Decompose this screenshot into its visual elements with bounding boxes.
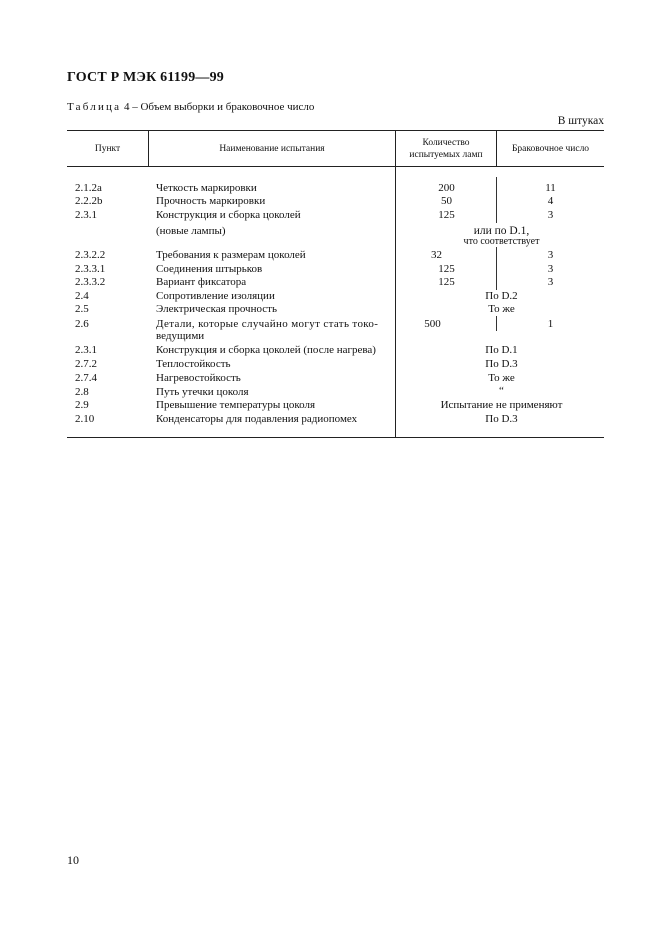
col-tick-1 bbox=[496, 177, 497, 223]
row-9-item: 2.5 bbox=[75, 303, 89, 315]
row-13-item: 2.7.4 bbox=[75, 372, 97, 384]
col-tick-3 bbox=[496, 316, 497, 331]
row-10-name-cont: ведущими bbox=[156, 330, 205, 342]
row-2-reject: 4 bbox=[547, 195, 554, 207]
page-number: 10 bbox=[67, 853, 79, 867]
row-6-name: Соединения штырьков bbox=[156, 263, 263, 275]
standard-title: ГОСТ Р МЭК 61199—99 bbox=[67, 70, 225, 85]
row-14-method: “ bbox=[499, 385, 504, 397]
sample-size-table bbox=[67, 130, 604, 438]
table-caption bbox=[67, 101, 314, 113]
header-qty-line1: Количество bbox=[422, 138, 470, 148]
header-item: Пункт bbox=[94, 144, 121, 154]
row-7-reject: 3 bbox=[547, 276, 554, 288]
row-14-item: 2.8 bbox=[75, 386, 89, 398]
row-5-reject: 3 bbox=[547, 249, 554, 261]
caption-number: 4 bbox=[123, 101, 130, 113]
row-4-note: или по D.1, bbox=[473, 225, 530, 237]
header-qty-line2: испытуемых ламп bbox=[409, 150, 483, 160]
col-tick-2 bbox=[496, 247, 497, 290]
row-1-item: 2.1.2a bbox=[75, 182, 102, 194]
row-6-item: 2.3.3.1 bbox=[75, 263, 106, 275]
row-11-name: Конструкция и сборка цоколей (после нагрева) bbox=[156, 344, 376, 356]
row-1-name: Четкость маркировки bbox=[156, 182, 257, 194]
row-13-name: Нагревостойкость bbox=[156, 372, 241, 384]
row-8-item: 2.4 bbox=[75, 290, 89, 302]
row-10-item: 2.6 bbox=[75, 318, 89, 330]
row-12-name: Теплостойкость bbox=[156, 358, 231, 370]
row-3-reject: 3 bbox=[547, 209, 554, 221]
caption-title: – Объем выборки и браковочное число bbox=[132, 101, 315, 113]
row-12-item: 2.7.2 bbox=[75, 358, 97, 370]
row-3-qty: 125 bbox=[438, 209, 455, 221]
row-15-method: Испытание не применяют bbox=[440, 399, 563, 411]
row-2-qty: 50 bbox=[441, 195, 452, 207]
row-9-method: То же bbox=[488, 303, 515, 315]
header-qty bbox=[396, 137, 496, 161]
row-10-name: Детали, которые случайно могут стать токо- bbox=[156, 318, 379, 330]
row-15-name: Превышение температуры цоколя bbox=[156, 399, 316, 411]
row-2-item: 2.2.2b bbox=[75, 195, 103, 207]
row-8-method: По D.2 bbox=[485, 290, 518, 302]
caption-label: Таблица bbox=[67, 101, 122, 113]
row-3-name: Конструкция и сборка цоколей bbox=[156, 209, 301, 221]
row-13-method: То же bbox=[488, 372, 515, 384]
row-8-name: Сопротивление изоляции bbox=[156, 290, 275, 302]
row-10-qty: 500 bbox=[424, 318, 441, 330]
row-14-name: Путь утечки цоколя bbox=[156, 386, 249, 398]
row-2-name: Прочность маркировки bbox=[156, 195, 266, 207]
header-name: Наименование испытания bbox=[219, 144, 325, 154]
row-11-item: 2.3.1 bbox=[75, 344, 97, 356]
row-6-qty: 125 bbox=[438, 263, 455, 275]
row-9-name: Электрическая прочность bbox=[156, 303, 277, 315]
row-5-qty: 32 bbox=[431, 249, 442, 261]
header-separator bbox=[67, 166, 604, 167]
row-16-method: По D.3 bbox=[485, 413, 518, 425]
row-4-note-2: что соответствует bbox=[463, 236, 540, 247]
row-11-method: По D.1 bbox=[485, 344, 518, 356]
header-reject: Браковочное число bbox=[511, 144, 590, 154]
row-10-reject: 1 bbox=[547, 318, 554, 330]
row-7-qty: 125 bbox=[438, 276, 455, 288]
row-12-method: По D.3 bbox=[485, 358, 518, 370]
row-7-name: Вариант фиксатора bbox=[156, 276, 247, 288]
row-7-item: 2.3.3.2 bbox=[75, 276, 106, 288]
row-4-name: (новые лампы) bbox=[156, 225, 226, 237]
units-note: В штуках bbox=[557, 115, 604, 127]
col-sep-2 bbox=[395, 131, 396, 437]
row-1-qty: 200 bbox=[438, 182, 455, 194]
row-16-item: 2.10 bbox=[75, 413, 95, 425]
row-1-reject: 11 bbox=[545, 182, 556, 194]
row-5-item: 2.3.2.2 bbox=[75, 249, 106, 261]
row-3-item: 2.3.1 bbox=[75, 209, 97, 221]
row-5-name: Требования к размерам цоколей bbox=[156, 249, 306, 261]
row-15-item: 2.9 bbox=[75, 399, 89, 411]
row-16-name: Конденсаторы для подавления радиопомех bbox=[156, 413, 358, 425]
row-6-reject: 3 bbox=[547, 263, 554, 275]
